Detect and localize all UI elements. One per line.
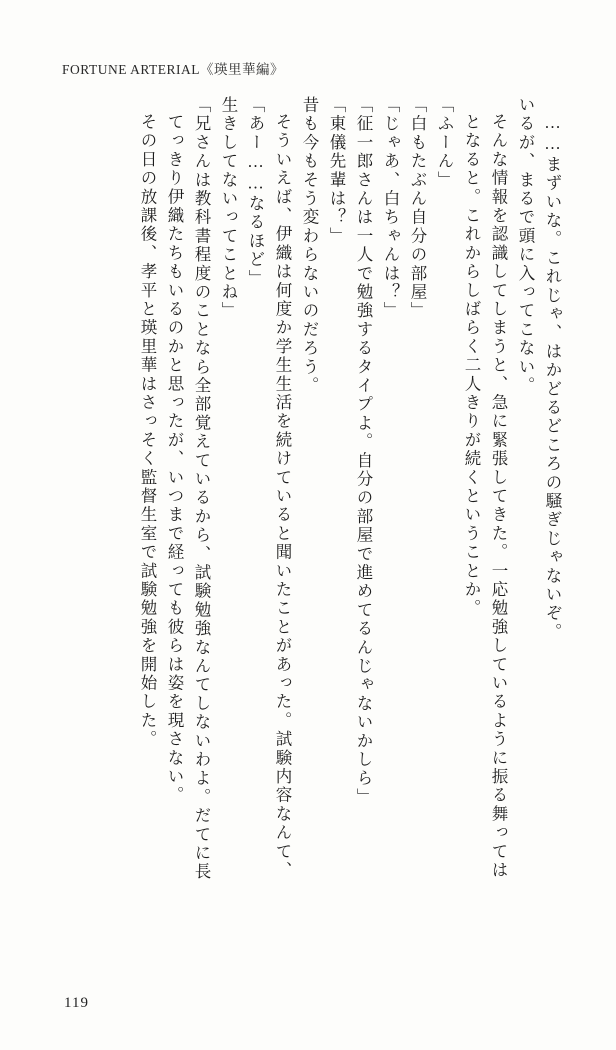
text-line: そういえば、伊織は何度か学生生活を続けていると聞いたことがあった。試験内容なんて、	[273, 113, 292, 880]
text-line: 「征一郎さんは一人で勉強するタイプよ。自分の部屋で進めてるんじゃないかしら」	[354, 96, 373, 807]
vertical-text-body	[128, 96, 560, 966]
running-head: FORTUNE ARTERIAL《瑛里華編》	[62, 62, 285, 77]
text-line: その日の放課後、孝平と瑛里華はさっそく監督生室で試験勉強を開始した。	[138, 113, 157, 749]
page-number: 119	[64, 995, 89, 1011]
text-line: 「あー……なるほど」	[246, 96, 265, 288]
text-line: 「白もたぶん自分の部屋」	[408, 96, 427, 321]
text-line: ……まずいな。これじゃ、はかどるどころの騒ぎじゃないぞ。	[543, 113, 562, 642]
text-line: いるが、まるで頭に入ってこない。	[516, 96, 535, 396]
text-line: となると。これからしばらく二人きりが続くということか。	[462, 113, 481, 618]
text-line: 「兄さんは教科書程度のことなら全部覚えているから、試験勉強なんてしないわよ。だてに長	[192, 96, 211, 882]
text-line: そんな情報を認識してしまうと、急に緊張してきた。一応勉強しているように振る舞っては	[489, 113, 508, 880]
text-line: 「じゃあ、白ちゃんは？」	[381, 96, 400, 321]
text-line: 昔も今もそう変わらないのだろう。	[300, 96, 319, 396]
text-line: 「東儀先輩は？」	[327, 96, 346, 246]
text-line: 「ふーん」	[435, 96, 454, 190]
text-line: 生きしてないってことね」	[219, 96, 238, 321]
text-line: てっきり伊織たちもいるのかと思ったが、いつまで経っても彼らは姿を現さない。	[165, 113, 184, 805]
